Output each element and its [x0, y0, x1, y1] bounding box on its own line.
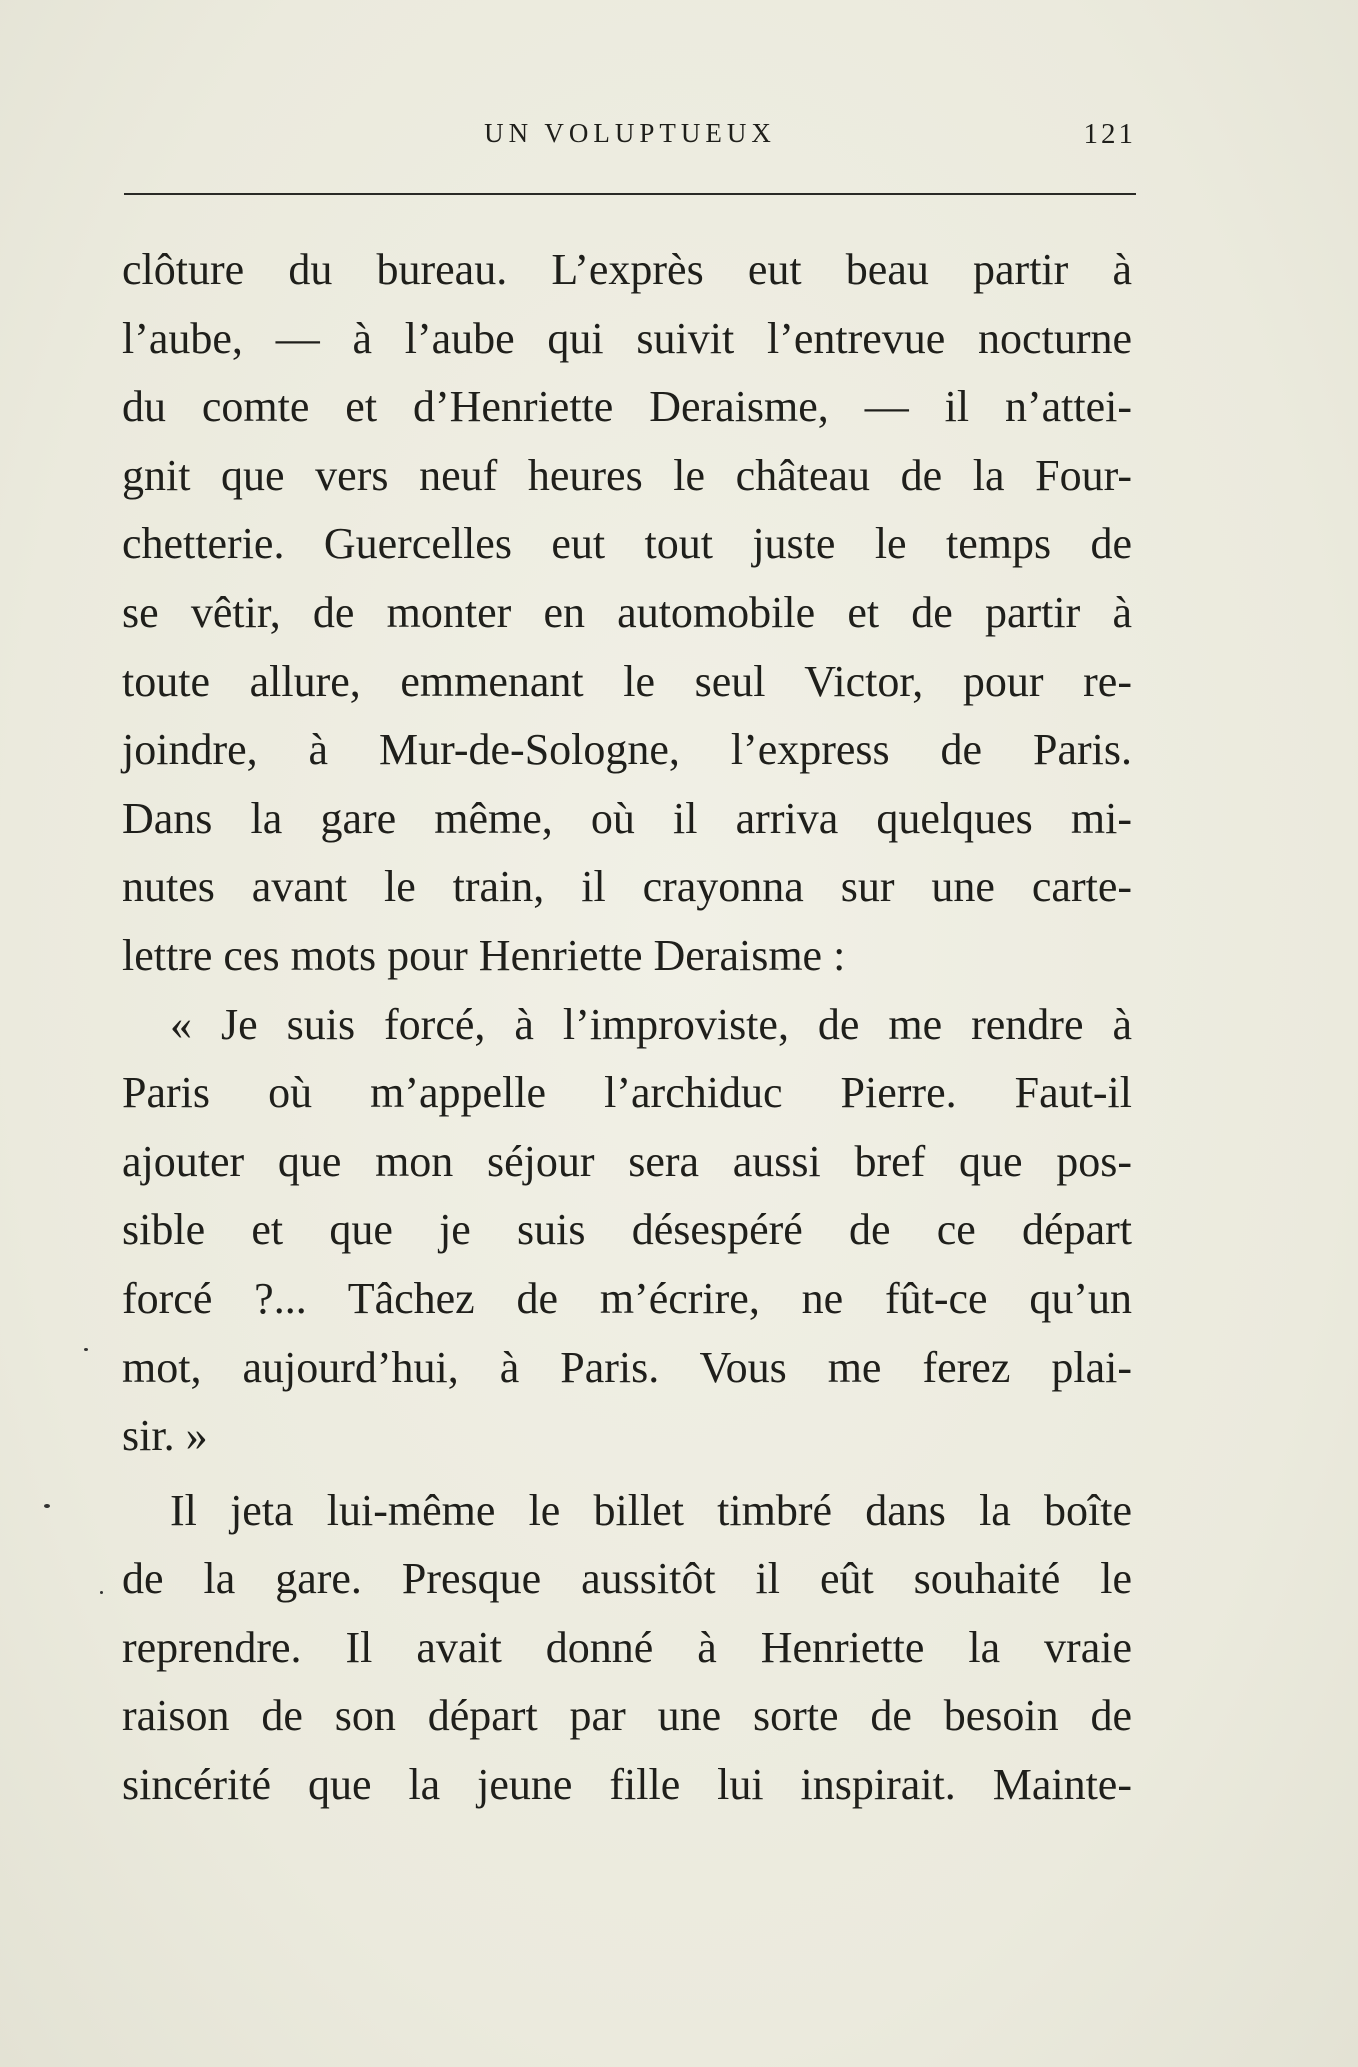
header-rule — [124, 193, 1136, 195]
page-header — [124, 118, 1136, 158]
ink-speck — [44, 1504, 50, 1508]
text-line: l’aube, — à l’aube qui suivit l’entrevue nocturne — [122, 313, 1132, 363]
text-line: lettre ces mots pour Henriette Deraisme : — [122, 930, 846, 980]
text-line: forcé ?... Tâchez de m’écrire, ne fût-ce qu’un — [122, 1273, 1132, 1323]
ink-speck — [84, 1348, 88, 1351]
text-line: du comte et d’Henriette Deraisme, — il n’attei- — [122, 382, 1132, 432]
text-line: « Je suis forcé, à l’improviste, de me rendre à — [170, 999, 1132, 1049]
text-line: de la gare. Presque aussitôt il eût souhaité le — [122, 1554, 1132, 1604]
text-line: clôture du bureau. L’exprès eut beau partir à — [122, 245, 1132, 294]
page-number: 121 — [1083, 118, 1136, 150]
paragraph — [122, 236, 1132, 991]
text-line: ajouter que mon séjour sera aussi bref que pos- — [122, 1136, 1132, 1186]
text-line: Il jeta lui-même le billet timbré dans la boîte — [170, 1485, 1132, 1535]
text-line: gnit que vers neuf heures le château de la Four- — [122, 450, 1132, 500]
text-line: mot, aujourd’hui, à Paris. Vous me ferez plai- — [122, 1342, 1132, 1392]
running-title: UN VOLUPTUEUX — [484, 118, 776, 148]
text-line: toute allure, emmenant le seul Victor, pour re- — [122, 656, 1132, 706]
text-line: Paris où m’appelle l’archiduc Pierre. Faut-il — [122, 1068, 1132, 1118]
text-line: sir. » — [122, 1411, 208, 1461]
paragraph — [122, 991, 1132, 1471]
text-line: reprendre. Il avait donné à Henriette la vraie — [122, 1622, 1132, 1672]
ink-speck — [100, 1591, 103, 1594]
text-line: joindre, à Mur-de-Sologne, l’express de Paris. — [122, 725, 1132, 775]
text-line: raison de son départ par une sorte de besoin de — [122, 1691, 1132, 1741]
text-line: sincérité que la jeune fille lui inspirait. Mainte- — [122, 1760, 1132, 1810]
text-line: Dans la gare même, où il arriva quelques mi- — [122, 793, 1132, 843]
text-line: se vêtir, de monter en automobile et de partir à — [122, 587, 1132, 637]
text-line: sible et que je suis désespéré de ce départ — [122, 1205, 1132, 1255]
body-text — [122, 236, 1132, 1820]
text-line: nutes avant le train, il crayonna sur une carte- — [122, 862, 1132, 912]
paragraph — [122, 1477, 1132, 1820]
text-line: chetterie. Guercelles eut tout juste le temps de — [122, 519, 1132, 569]
